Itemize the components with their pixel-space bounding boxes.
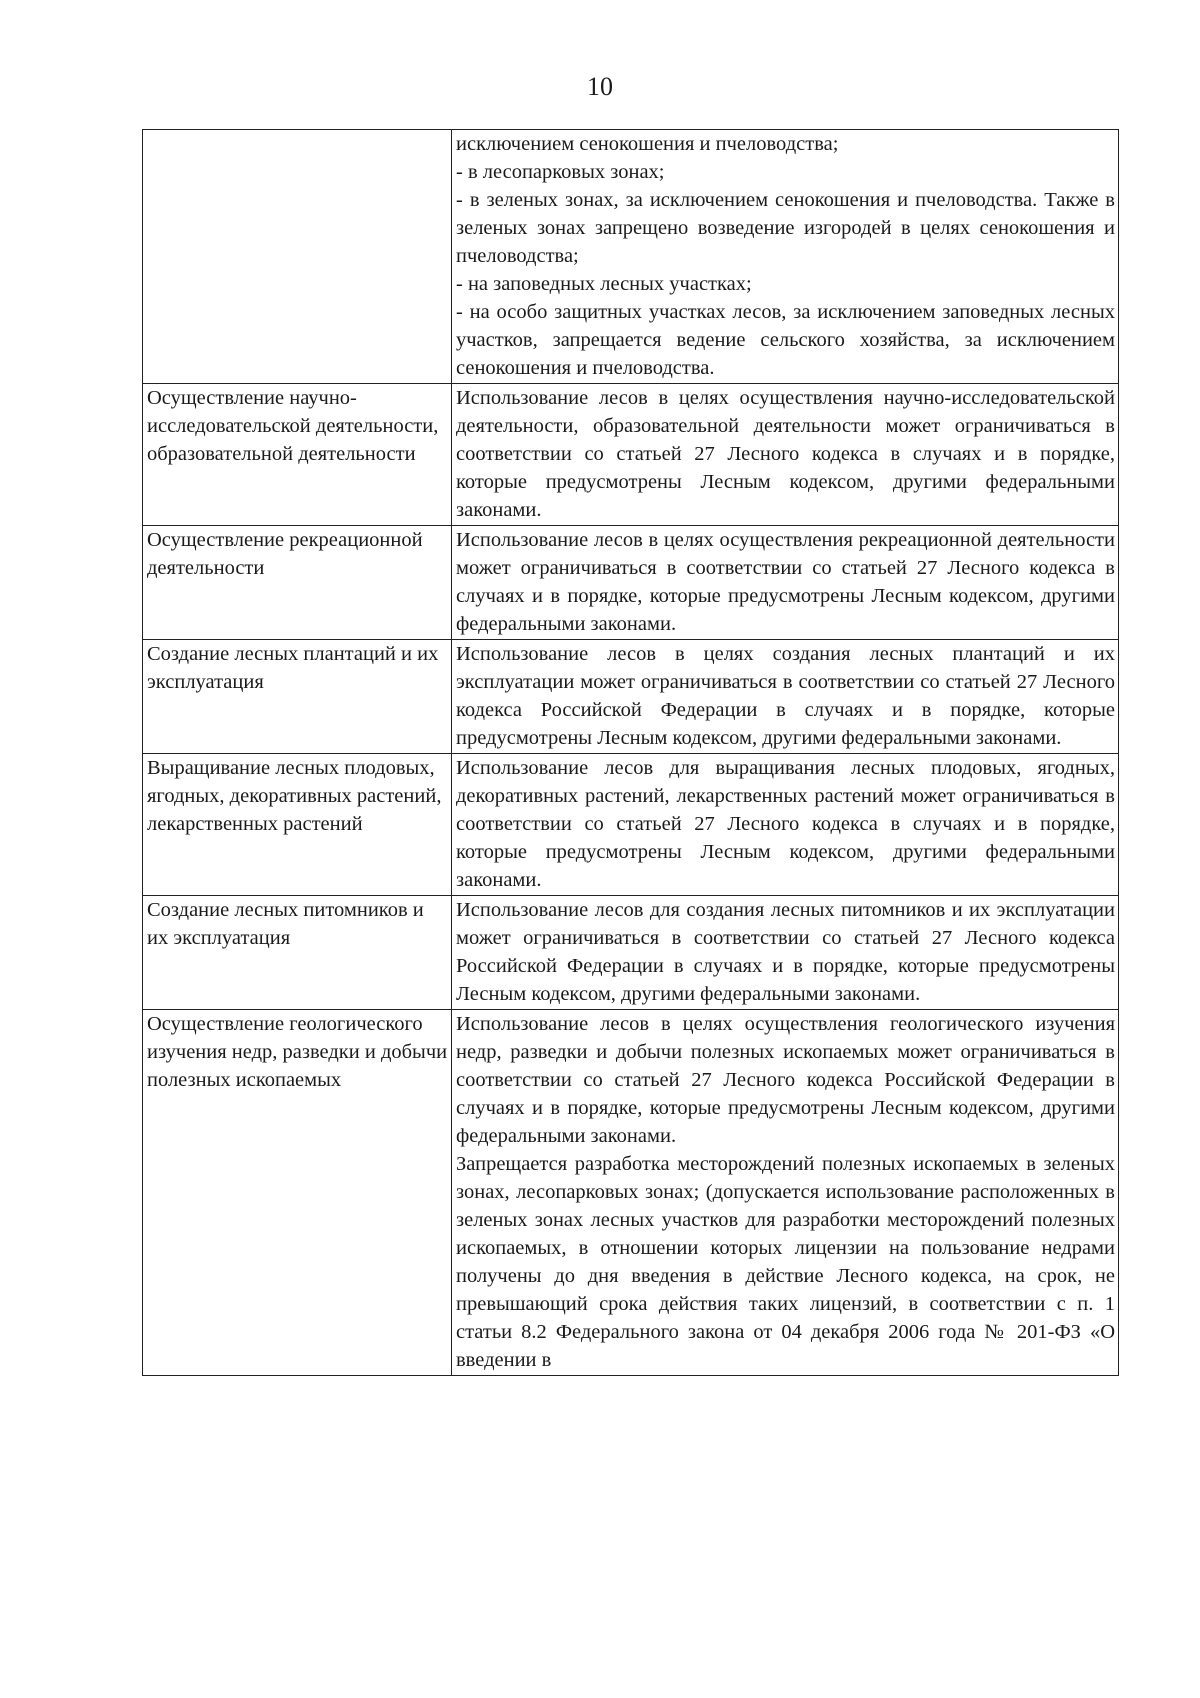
restriction-paragraph: Использование лесов в целях осуществления рекреационной деятельности может ограничиваться в соответствии со статьей 27 Лесного кодекса в случаях и в порядке, которые предусмотрены Лесным кодексом, другими федеральными законами. <box>456 529 1115 635</box>
table-row <box>143 130 1119 384</box>
restriction-paragraph: - в лесопарковых зонах; <box>456 161 665 183</box>
activity-cell: Выращивание лесных плодовых, ягодных, декоративных растений, лекарственных растений <box>143 754 452 896</box>
restriction-paragraph: Запрещается разработка месторождений полезных ископаемых в зеленых зонах, лесопарковых зонах; (допускается использование расположенных в зеленых зонах лесных участков для разработки месторождений полезных ископаемых, в отношении которых лицензии на пользование недрами получены до дня введения в действие Лесного кодекса, на срок, не превышающий срока действия таких лицензий, в соответствии с п. 1 статьи 8.2 Федерального закона от 04 декабря 2006 года № 201-ФЗ «О введении в <box>456 1153 1115 1371</box>
page-number: 10 <box>587 72 613 101</box>
activity-cell: Осуществление геологического изучения недр, разведки и добычи полезных ископаемых <box>143 1010 452 1376</box>
restriction-paragraph: - на особо защитных участках лесов, за исключением заповедных лесных участков, запрещается ведение сельского хозяйства, за исключением сенокошения и пчеловодства. <box>456 301 1115 379</box>
activity-cell <box>143 130 452 384</box>
table-row <box>143 640 1119 754</box>
table-row <box>143 384 1119 526</box>
restriction-paragraph: Использование лесов для выращивания лесных плодовых, ягодных, декоративных растений, лекарственных растений может ограничиваться в соответствии со статьей 27 Лесного кодекса в случаях и в порядке, которые предусмотрены Лесным кодексом, другими федеральными законами. <box>456 757 1115 891</box>
restriction-paragraph: исключением сенокошения и пчеловодства; <box>456 133 839 155</box>
activity-cell: Создание лесных питомников и их эксплуатация <box>143 896 452 1010</box>
restriction-paragraph: Использование лесов в целях осуществления научно-исследовательской деятельности, образовательной деятельности может ограничиваться в соответствии со статьей 27 Лесного кодекса в случаях и в порядке, которые предусмотрены Лесным кодексом, другими федеральными законами. <box>456 387 1115 521</box>
activity-cell: Создание лесных плантаций и их эксплуатация <box>143 640 452 754</box>
restriction-paragraph: Использование лесов в целях создания лесных плантаций и их эксплуатации может ограничиваться в соответствии со статьей 27 Лесного кодекса Российской Федерации в случаях и в порядке, которые предусмотрены Лесным кодексом, другими федеральными законами. <box>456 643 1115 749</box>
restriction-cell <box>452 526 1119 640</box>
restriction-paragraph: - в зеленых зонах, за исключением сенокошения и пчеловодства. Также в зеленых зонах запрещено возведение изгородей в целях сенокошения и пчеловодства; <box>456 189 1115 267</box>
restriction-cell <box>452 896 1119 1010</box>
restriction-paragraph: Использование лесов для создания лесных питомников и их эксплуатации может ограничиваться в соответствии со статьей 27 Лесного кодекса Российской Федерации в случаях и в порядке, которые предусмотрены Лесным кодексом, другими федеральными законами. <box>456 899 1115 1005</box>
table-row <box>143 526 1119 640</box>
table-row <box>143 896 1119 1010</box>
table-row <box>143 1010 1119 1376</box>
table-row <box>143 754 1119 896</box>
restriction-cell <box>452 754 1119 896</box>
restriction-cell <box>452 640 1119 754</box>
forest-use-restrictions-table <box>142 129 1119 1376</box>
restriction-paragraph: - на заповедных лесных участках; <box>456 273 752 295</box>
restriction-cell <box>452 1010 1119 1376</box>
restriction-cell <box>452 130 1119 384</box>
restriction-paragraph: Использование лесов в целях осуществления геологического изучения недр, разведки и добычи полезных ископаемых может ограничиваться в соответствии со статьей 27 Лесного кодекса Российской Федерации в случаях и в порядке, которые предусмотрены Лесным кодексом, другими федеральными законами. <box>456 1013 1115 1147</box>
activity-cell: Осуществление научно-исследовательской деятельности, образовательной деятельности <box>143 384 452 526</box>
activity-cell: Осуществление рекреационной деятельности <box>143 526 452 640</box>
restriction-cell <box>452 384 1119 526</box>
